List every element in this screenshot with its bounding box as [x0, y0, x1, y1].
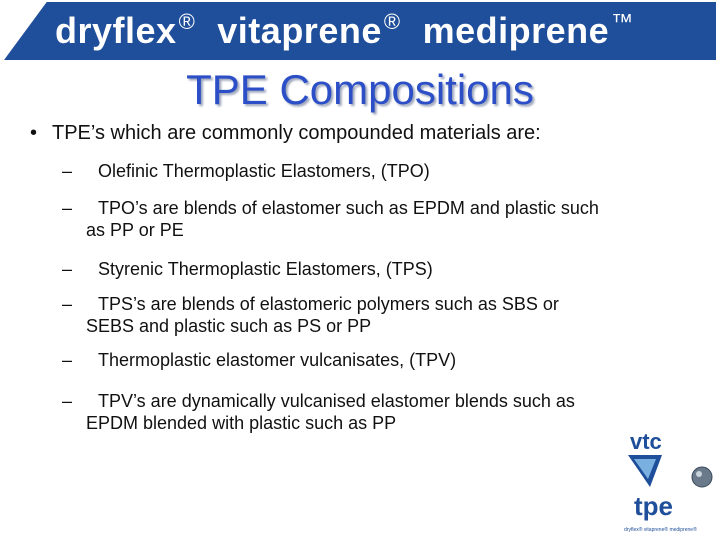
sub-item-text: TPS’s are blends of elastomeric polymers such as SBS or	[98, 294, 559, 314]
brand-dryflex	[55, 9, 195, 52]
dash-marker: –	[62, 294, 73, 314]
logo-tagline: dryflex® vitaprene® mediprene®	[624, 527, 697, 533]
brand-name: mediprene	[422, 9, 610, 51]
dash-marker: –	[62, 198, 73, 218]
brand-mark: ™	[611, 8, 634, 34]
sub-item-tpo-desc	[62, 197, 662, 241]
sub-item-text: TPO’s are blends of elastomer such as EPDM and plastic such	[98, 198, 599, 218]
sub-item-continuation: EPDM blended with plastic such as PP	[86, 413, 397, 433]
dash-marker: –	[62, 391, 73, 411]
slide-title: TPE Compositions	[186, 66, 534, 113]
brand-name: dryflex	[55, 9, 177, 51]
brand-name: vitaprene	[217, 9, 382, 51]
vtc-tpe-logo	[622, 425, 716, 537]
brand-mediprene	[423, 9, 634, 52]
sub-item-text: Olefinic Thermoplastic Elastomers, (TPO)	[98, 161, 430, 181]
logo-globe-highlight-icon	[696, 471, 702, 477]
logo-globe-icon	[692, 467, 712, 487]
brand-vitaprene	[217, 9, 400, 52]
banner-brands	[55, 8, 634, 52]
bullet-marker: •	[30, 122, 38, 144]
dash-marker: –	[62, 350, 73, 370]
main-bullet	[30, 122, 541, 145]
dash-marker: –	[62, 259, 73, 279]
sub-item-text: TPV’s are dynamically vulcanised elastomer blends such as	[98, 391, 575, 411]
logo-vtc-text: vtc	[630, 429, 662, 454]
sub-item-continuation: as PP or PE	[86, 220, 184, 240]
sub-item-continuation: SEBS and plastic such as PS or PP	[86, 316, 372, 336]
brand-mark: ®	[383, 8, 401, 34]
brand-banner	[0, 0, 720, 62]
dash-marker: –	[62, 161, 73, 181]
sub-item-tpv	[62, 349, 662, 371]
sub-item-tps-desc	[62, 293, 662, 337]
bullet-text: TPE’s which are commonly compounded materials are:	[52, 122, 541, 144]
sub-item-tpv-desc	[62, 390, 662, 434]
sub-item-text: Styrenic Thermoplastic Elastomers, (TPS)	[98, 259, 433, 279]
sub-item-tps	[62, 258, 662, 280]
sub-item-text: Thermoplastic elastomer vulcanisates, (TPV)	[98, 350, 457, 370]
brand-mark: ®	[178, 8, 196, 34]
logo-tpe-text: tpe	[634, 491, 673, 521]
sub-item-tpo	[62, 160, 662, 182]
